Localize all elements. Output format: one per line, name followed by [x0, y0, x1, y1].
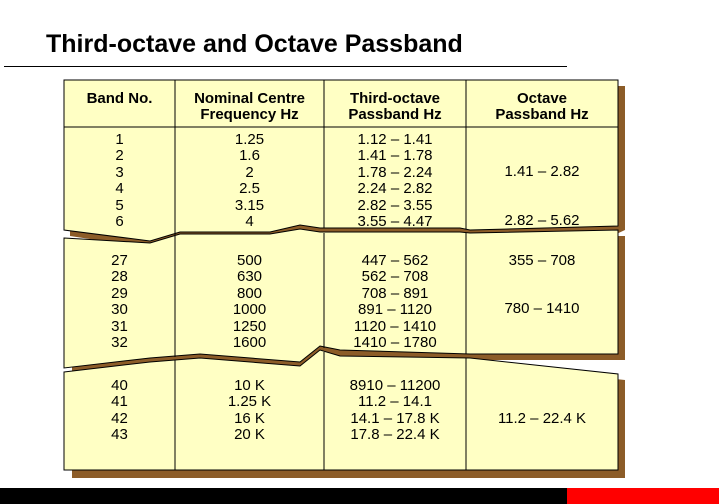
octave-passband-2a: 355 – 708 [508, 252, 576, 269]
footer-bar-red [567, 488, 719, 504]
header-octave: Octave Passband Hz [495, 90, 589, 123]
centre-frequencies-3: 10 K 1.25 K 16 K 20 K [227, 377, 272, 444]
page-title: Third-octave and Octave Passband [46, 30, 463, 58]
centre-frequencies-2: 500 630 800 1000 1250 1600 [232, 252, 267, 352]
band-numbers-1: 1 2 3 4 5 6 [115, 131, 124, 231]
band-numbers-2: 27 28 29 30 31 32 [111, 252, 128, 352]
octave-passband-2b: 780 – 1410 [504, 300, 580, 317]
header-nominal-centre: Nominal Centre Frequency Hz [194, 90, 305, 123]
header-band-no: Band No. [86, 90, 153, 107]
third-octave-passbands-2: 447 – 562 562 – 708 708 – 891 891 – 1120 1120 – 1410 1410 – 1780 [353, 252, 437, 352]
band-numbers-3: 40 41 42 43 [111, 377, 128, 444]
header-third-octave: Third-octave Passband Hz [348, 90, 442, 123]
centre-frequencies-1: 1.25 1.6 2 2.5 3.15 4 [234, 131, 265, 231]
octave-passband-3a: 11.2 – 22.4 K [497, 410, 587, 427]
octave-passband-1a: 1.41 – 2.82 [504, 163, 580, 180]
footer-bar-black [0, 488, 567, 504]
third-octave-passbands-1: 1.12 – 1.41 1.41 – 1.78 1.78 – 2.24 2.24 – 2.82 2.82 – 3.55 3.55 – 4.47 [357, 131, 433, 231]
third-octave-passbands-3: 8910 – 11200 11.2 – 14.1 14.1 – 17.8 K 17.8 – 22.4 K [349, 377, 441, 444]
octave-passband-1b: 2.82 – 5.62 [504, 212, 580, 229]
